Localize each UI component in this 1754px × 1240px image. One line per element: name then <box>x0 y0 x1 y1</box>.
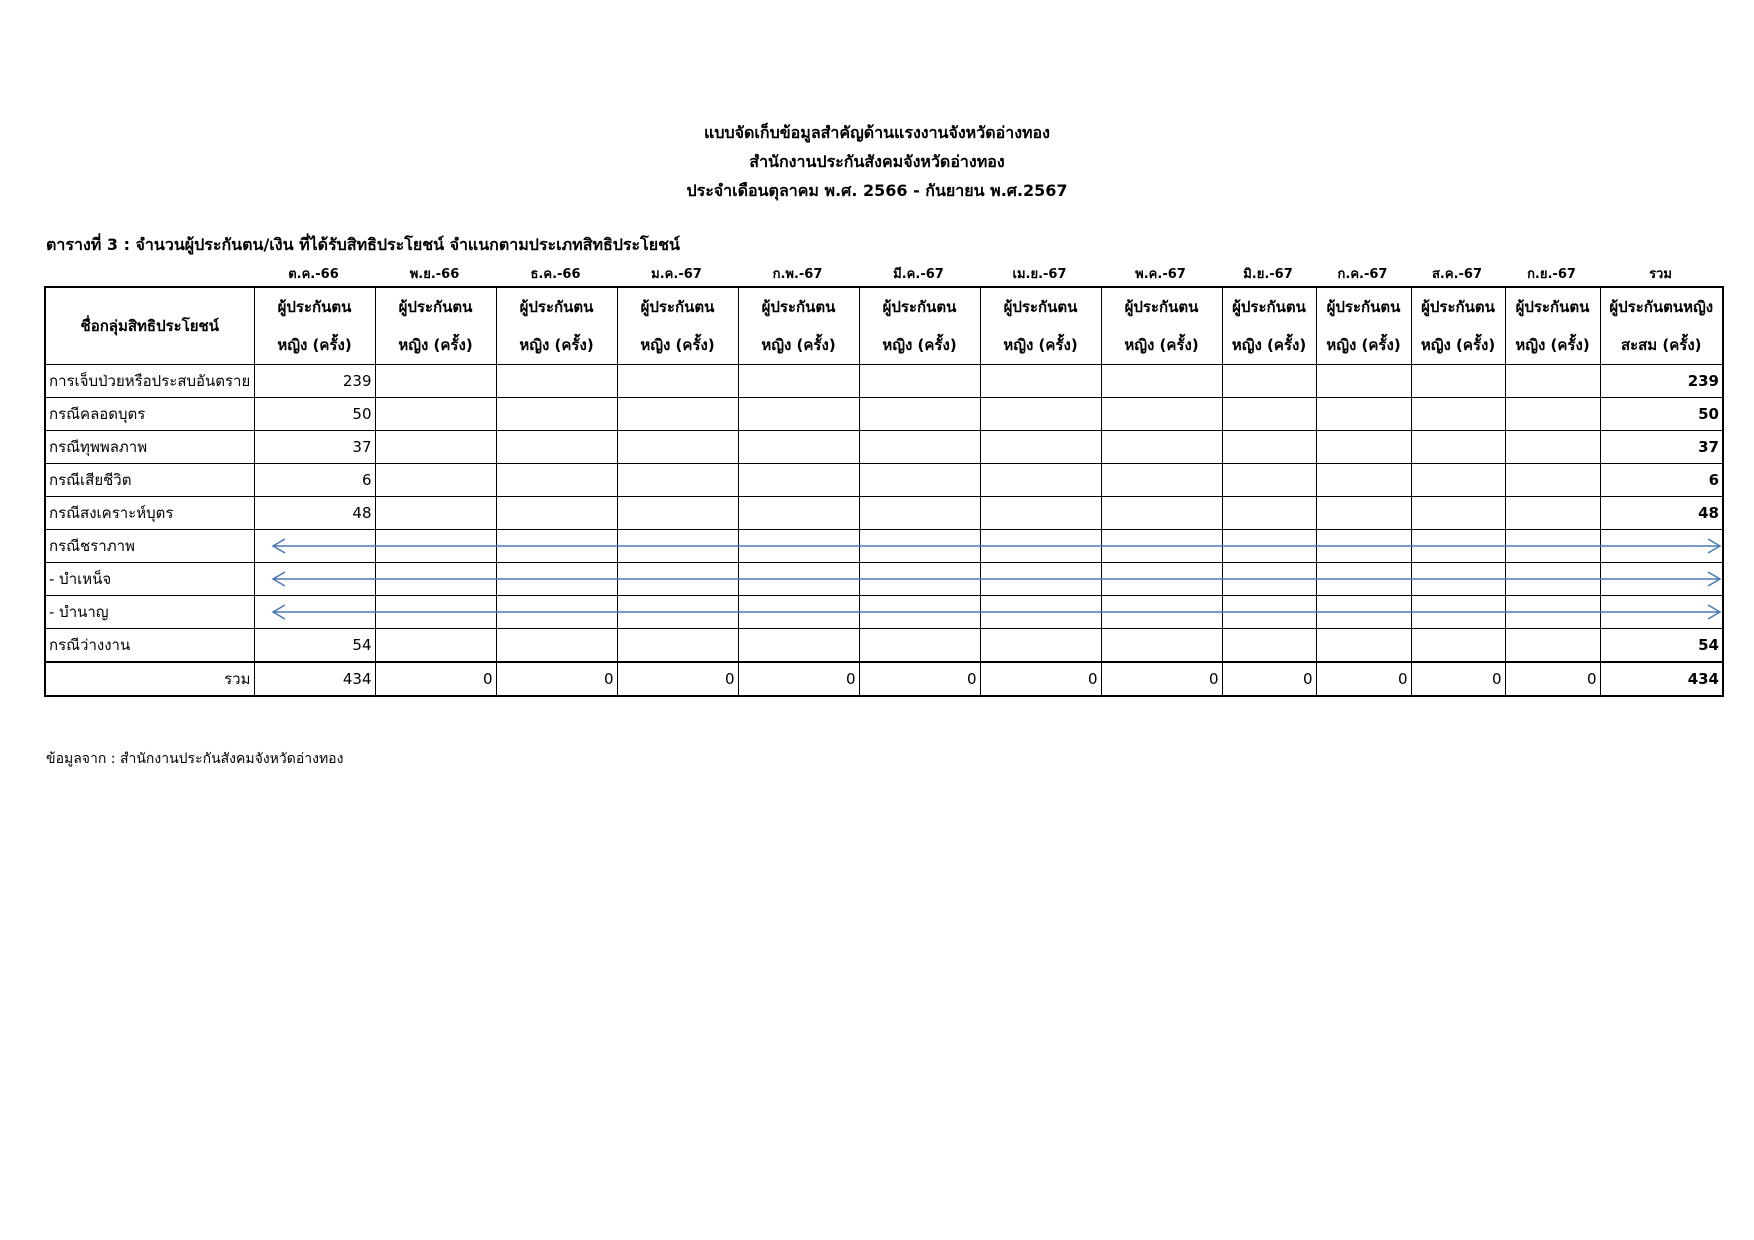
table-row <box>45 563 1723 596</box>
month-cell <box>375 563 496 596</box>
header-line-1: ผู้ประกันตน <box>761 298 836 316</box>
month-cell <box>738 596 859 629</box>
month-cell <box>1222 398 1316 431</box>
header-line-2: หญิง (ครั้ง) <box>1003 336 1078 354</box>
month-cell <box>1316 464 1411 497</box>
header-line-2: หญิง (ครั้ง) <box>761 336 836 354</box>
month-cell <box>1411 629 1505 663</box>
title-line-2: สำนักงานประกันสังคมจังหวัดอ่างทอง <box>749 152 1005 171</box>
month-cell <box>1222 596 1316 629</box>
header-line-2: หญิง (ครั้ง) <box>1326 336 1401 354</box>
month-cell <box>738 530 859 563</box>
month-label: มี.ค.-67 <box>893 267 944 282</box>
month-label: ม.ค.-67 <box>651 267 702 282</box>
row-label: - บำนาญ <box>45 596 254 629</box>
month-column-header <box>980 287 1101 365</box>
month-cell <box>1222 497 1316 530</box>
month-cell <box>496 365 617 398</box>
month-cell <box>375 497 496 530</box>
month-cell <box>1316 497 1411 530</box>
month-cell <box>1505 629 1600 663</box>
row-label: กรณีว่างงาน <box>45 629 254 663</box>
month-total-cell: 0 <box>1505 662 1600 696</box>
month-cell <box>1101 530 1222 563</box>
month-cell <box>375 629 496 663</box>
month-cell <box>980 398 1101 431</box>
month-cell <box>1316 431 1411 464</box>
month-cell <box>1316 365 1411 398</box>
month-column-header <box>859 287 980 365</box>
month-cell <box>617 563 738 596</box>
month-cell <box>375 398 496 431</box>
month-cell <box>1101 629 1222 663</box>
total-row-label: รวม <box>45 662 254 696</box>
month-cell <box>375 596 496 629</box>
month-label: ก.ค.-67 <box>1337 267 1388 282</box>
month-cell <box>1101 365 1222 398</box>
month-cell <box>980 497 1101 530</box>
row-total-cell: 48 <box>1600 497 1723 530</box>
month-cell <box>1411 596 1505 629</box>
month-cell <box>1101 596 1222 629</box>
month-cell <box>980 530 1101 563</box>
table-row <box>45 464 1723 497</box>
month-cell: 239 <box>254 365 375 398</box>
month-cell <box>980 563 1101 596</box>
month-cell <box>1316 530 1411 563</box>
total-column-header <box>1600 287 1723 365</box>
month-cell <box>1316 563 1411 596</box>
header-line-1: ผู้ประกันตน <box>882 298 957 316</box>
month-cell <box>1505 398 1600 431</box>
header-line-1: ผู้ประกันตน <box>1232 298 1306 316</box>
row-label: กรณีเสียชีวิต <box>45 464 254 497</box>
month-cell <box>1316 629 1411 663</box>
row-total-cell: 37 <box>1600 431 1723 464</box>
header-line-2: หญิง (ครั้ง) <box>519 336 594 354</box>
month-column-header <box>1316 287 1411 365</box>
month-label: ธ.ค.-66 <box>530 267 581 282</box>
month-column-header <box>1505 287 1600 365</box>
month-cell <box>859 464 980 497</box>
month-cell <box>1222 563 1316 596</box>
month-label: ก.ย.-67 <box>1527 267 1576 282</box>
month-cell <box>1316 596 1411 629</box>
month-cell <box>617 530 738 563</box>
month-cell <box>496 563 617 596</box>
row-total-cell: 6 <box>1600 464 1723 497</box>
table-title: ตารางที่ 3 : จำนวนผู้ประกันตน/เงิน ที่ได้รับสิทธิประโยชน์ จำแนกตามประเภทสิทธิประโยชน์ <box>46 235 680 254</box>
month-cell <box>1101 497 1222 530</box>
month-cell <box>1411 530 1505 563</box>
month-cell <box>254 563 375 596</box>
month-cell <box>1411 497 1505 530</box>
month-cell <box>738 563 859 596</box>
header-line-2: หญิง (ครั้ง) <box>1124 336 1199 354</box>
month-cell <box>1411 431 1505 464</box>
month-cell <box>859 497 980 530</box>
header-line-2: หญิง (ครั้ง) <box>277 336 352 354</box>
month-cell: 50 <box>254 398 375 431</box>
month-cell <box>617 497 738 530</box>
month-cell <box>375 464 496 497</box>
month-total-cell: 0 <box>375 662 496 696</box>
header-line-1: ผู้ประกันตน <box>519 298 594 316</box>
month-cell <box>1101 431 1222 464</box>
table-row <box>45 365 1723 398</box>
total-row <box>45 662 1723 696</box>
month-column-header <box>254 287 375 365</box>
row-total-cell: 54 <box>1600 629 1723 663</box>
month-cell: 48 <box>254 497 375 530</box>
grand-total-cell: 434 <box>1600 662 1723 696</box>
month-cell <box>496 497 617 530</box>
month-cell <box>859 530 980 563</box>
month-column-header <box>496 287 617 365</box>
month-total-cell: 434 <box>254 662 375 696</box>
month-cell <box>1411 563 1505 596</box>
month-cell <box>1222 464 1316 497</box>
row-total-cell <box>1600 563 1723 596</box>
month-total-cell: 0 <box>859 662 980 696</box>
month-cell <box>496 398 617 431</box>
month-cell <box>617 431 738 464</box>
month-cell <box>1101 563 1222 596</box>
month-cell <box>738 365 859 398</box>
table-row <box>45 629 1723 663</box>
month-cell <box>1411 365 1505 398</box>
month-cell <box>254 530 375 563</box>
month-column-header <box>1222 287 1316 365</box>
month-cell <box>1505 497 1600 530</box>
month-cell <box>980 464 1101 497</box>
month-cell <box>859 431 980 464</box>
header-line-1: ผู้ประกันตน <box>1326 298 1401 316</box>
month-cell <box>1505 563 1600 596</box>
header-line-2: สะสม (ครั้ง) <box>1620 336 1702 354</box>
month-cell <box>738 629 859 663</box>
header-line-2: หญิง (ครั้ง) <box>398 336 473 354</box>
header-line-2: หญิง (ครั้ง) <box>1231 336 1307 354</box>
row-label: กรณีทุพพลภาพ <box>45 431 254 464</box>
month-cell <box>859 398 980 431</box>
month-cell <box>375 365 496 398</box>
month-cell <box>375 530 496 563</box>
row-label: กรณีชราภาพ <box>45 530 254 563</box>
month-label: ต.ค.-66 <box>288 267 339 282</box>
month-cell <box>859 596 980 629</box>
month-cell <box>496 530 617 563</box>
header-line-2: หญิง (ครั้ง) <box>1515 336 1590 354</box>
month-cell <box>980 431 1101 464</box>
header-line-1: ผู้ประกันตน <box>640 298 715 316</box>
month-total-cell: 0 <box>980 662 1101 696</box>
month-total-cell: 0 <box>496 662 617 696</box>
row-label: การเจ็บป่วยหรือประสบอันตราย <box>45 365 254 398</box>
month-cell: 6 <box>254 464 375 497</box>
title-line-1: แบบจัดเก็บข้อมูลสำคัญด้านแรงงานจังหวัดอ่างทอง <box>704 123 1050 142</box>
month-label: ก.พ.-67 <box>772 267 823 282</box>
month-cell <box>859 365 980 398</box>
month-cell <box>1222 530 1316 563</box>
month-label: เม.ย.-67 <box>1012 267 1067 282</box>
month-cell <box>1505 530 1600 563</box>
header-line-1: ผู้ประกันตนหญิง <box>1609 298 1714 316</box>
table-row <box>45 596 1723 629</box>
source-note: ข้อมูลจาก : สำนักงานประกันสังคมจังหวัดอ่างทอง <box>46 751 344 767</box>
group-column-header: ชื่อกลุ่มสิทธิประโยชน์ <box>45 287 254 365</box>
month-cell <box>1411 398 1505 431</box>
month-column-header <box>617 287 738 365</box>
month-cell <box>617 365 738 398</box>
month-cell <box>980 596 1101 629</box>
month-total-cell: 0 <box>617 662 738 696</box>
month-cell <box>1411 464 1505 497</box>
header-line-1: ผู้ประกันตน <box>1003 298 1078 316</box>
benefits-table <box>44 286 1724 697</box>
month-cell <box>1505 365 1600 398</box>
row-label: - บำเหน็จ <box>45 563 254 596</box>
month-cell <box>1505 431 1600 464</box>
total-month-label: รวม <box>1649 267 1672 282</box>
month-cell <box>375 431 496 464</box>
table-row <box>45 431 1723 464</box>
month-total-cell: 0 <box>738 662 859 696</box>
month-cell <box>1222 365 1316 398</box>
month-cell <box>1316 398 1411 431</box>
month-cell <box>859 629 980 663</box>
row-total-cell <box>1600 530 1723 563</box>
month-column-header <box>1411 287 1505 365</box>
month-label: พ.ค.-67 <box>1135 267 1186 282</box>
month-total-cell: 0 <box>1101 662 1222 696</box>
header-line-2: หญิง (ครั้ง) <box>640 336 715 354</box>
row-total-cell: 50 <box>1600 398 1723 431</box>
month-cell <box>1222 629 1316 663</box>
header-line-1: ผู้ประกันตน <box>277 298 352 316</box>
table-row <box>45 530 1723 563</box>
table-row <box>45 398 1723 431</box>
month-cell <box>617 464 738 497</box>
month-cell <box>738 398 859 431</box>
month-cell <box>738 464 859 497</box>
month-cell <box>1222 431 1316 464</box>
month-cell <box>1101 464 1222 497</box>
month-cell <box>617 398 738 431</box>
row-total-cell <box>1600 596 1723 629</box>
month-cell <box>617 596 738 629</box>
row-label: กรณีสงเคราะห์บุตร <box>45 497 254 530</box>
month-cell <box>496 431 617 464</box>
month-cell <box>617 629 738 663</box>
month-cell <box>980 365 1101 398</box>
row-total-cell: 239 <box>1600 365 1723 398</box>
header-line-1: ผู้ประกันตน <box>1124 298 1199 316</box>
month-total-cell: 0 <box>1411 662 1505 696</box>
month-total-cell: 0 <box>1222 662 1316 696</box>
month-cell: 37 <box>254 431 375 464</box>
header-line-2: หญิง (ครั้ง) <box>882 336 957 354</box>
row-label: กรณีคลอดบุตร <box>45 398 254 431</box>
month-cell <box>738 497 859 530</box>
month-cell <box>1101 398 1222 431</box>
month-cell <box>496 464 617 497</box>
month-label: มิ.ย.-67 <box>1243 267 1293 282</box>
month-cell <box>254 596 375 629</box>
month-cell <box>980 629 1101 663</box>
month-cell <box>496 596 617 629</box>
month-cell <box>859 563 980 596</box>
month-cell <box>738 431 859 464</box>
header-line-1: ผู้ประกันตน <box>398 298 473 316</box>
month-column-header <box>1101 287 1222 365</box>
table-row <box>45 497 1723 530</box>
month-label: พ.ย.-66 <box>409 267 460 282</box>
month-cell <box>1505 596 1600 629</box>
header-line-1: ผู้ประกันตน <box>1421 298 1495 316</box>
header-line-1: ผู้ประกันตน <box>1515 298 1590 316</box>
header-line-2: หญิง (ครั้ง) <box>1420 336 1496 354</box>
month-total-cell: 0 <box>1316 662 1411 696</box>
month-cell <box>1505 464 1600 497</box>
month-cell: 54 <box>254 629 375 663</box>
month-label: ส.ค.-67 <box>1432 267 1482 282</box>
report-titles <box>0 118 1754 205</box>
table-header-row <box>45 287 1723 365</box>
month-column-header <box>375 287 496 365</box>
title-line-3: ประจำเดือนตุลาคม พ.ศ. 2566 - กันยายน พ.ศ.2567 <box>686 181 1068 200</box>
month-column-header <box>738 287 859 365</box>
month-cell <box>496 629 617 663</box>
